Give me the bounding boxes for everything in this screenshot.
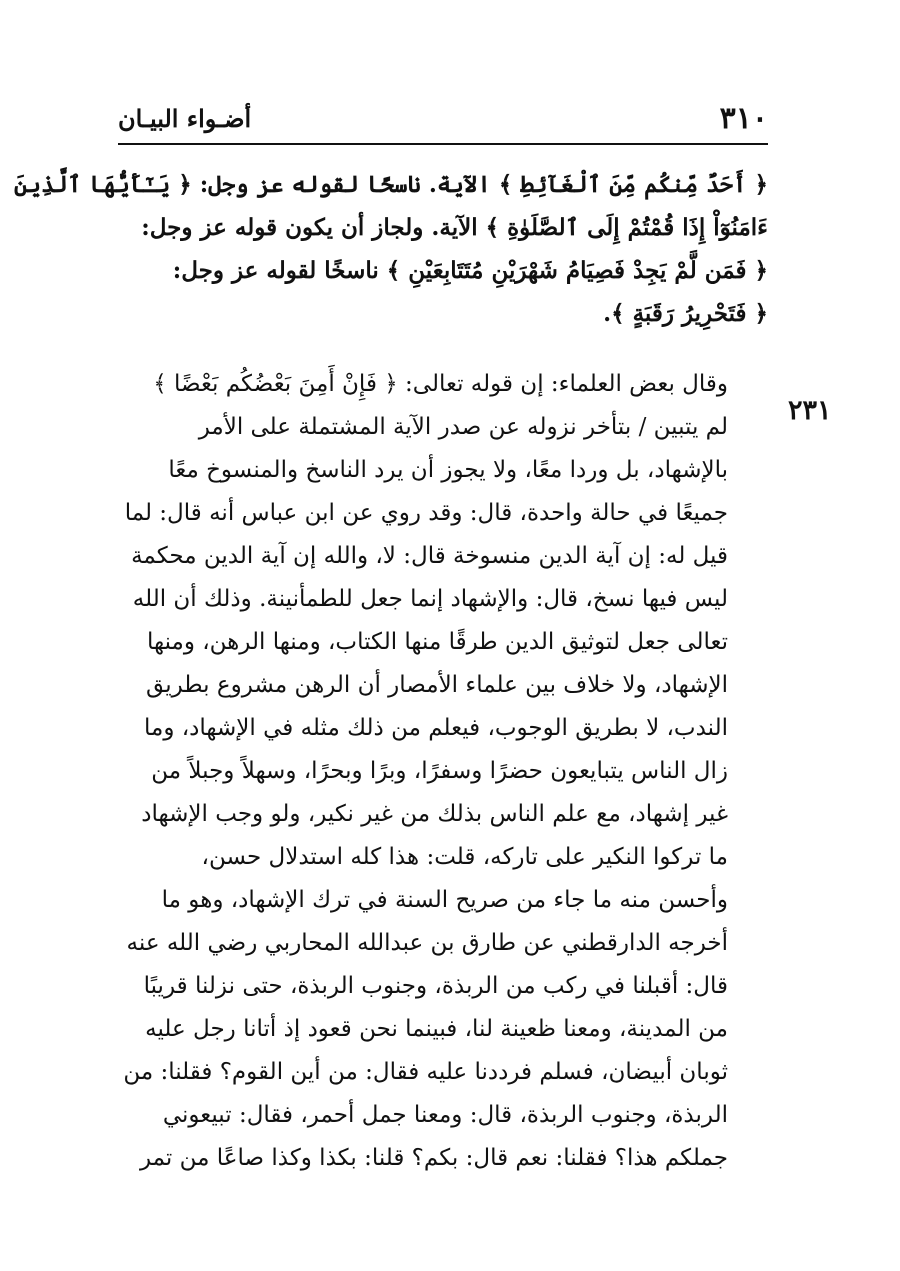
text-line: من المدينة، ومعنا ظعينة لنا، فبينما نحن قعود إذ أتانا رجل عليه <box>145 1016 728 1042</box>
paragraph-quran-citations <box>14 163 768 335</box>
text-line: ﴿ فَتَحْرِيرُ رَقَبَةٍ ﴾. <box>603 300 768 327</box>
text-line: قال: أقبلنا في ركب من الربذة، وجنوب الربذة، حتى نزلنا قريبًا <box>143 973 728 999</box>
text-line: ثوبان أبيضان، فسلم فرددنا عليه فقال: من أين القوم؟ فقلنا: من <box>123 1059 728 1085</box>
text-line: لم يتبين / بتأخر نزوله عن صدر الآية المشتملة على الأمر <box>198 414 728 440</box>
running-title: أضـواء البيـان <box>118 104 252 133</box>
text-line: الندب، لا بطريق الوجوب، فيعلم من ذلك مثله في الإشهاد، وما <box>144 715 728 741</box>
text-line: ﴿ أَحَدٌ مِّنكُم مِّنَ ٱلْغَآئِطِ ﴾ الآية. ناسخًا لقوله عز وجل: ﴿ يَـٰٓأَيُّهَا ٱلَّذِينَ <box>14 171 768 198</box>
text-line: وقال بعض العلماء: إن قوله تعالى: ﴿ فَإِنْ أَمِنَ بَعْضُكُم بَعْضًا ﴾ <box>153 371 728 397</box>
page-number: ٣١٠ <box>719 101 768 136</box>
margin-page-reference: ٢٣١ <box>788 395 832 426</box>
text-line: ليس فيها نسخ، قال: والإشهاد إنما جعل للطمأنينة. وذلك أن الله <box>132 586 728 612</box>
text-line: جملكم هذا؟ فقلنا: نعم قال: بكم؟ قلنا: بكذا وكذا صاعًا من تمر <box>139 1145 728 1171</box>
text-line: الإشهاد، ولا خلاف بين علماء الأمصار أن الرهن مشروع بطريق <box>146 672 728 698</box>
text-line: الربذة، وجنوب الربذة، قال: ومعنا جمل أحمر، فقال: تبيعوني <box>162 1102 728 1128</box>
text-line: تعالى جعل لتوثيق الدين طرقًا منها الكتاب، ومنها الرهن، ومنها <box>146 629 728 655</box>
paragraph-scholars-opinion <box>118 363 768 1180</box>
text-line: ﴿ فَمَن لَّمْ يَجِدْ فَصِيَامُ شَهْرَيْنِ مُتَتَابِعَيْنِ ﴾ ناسخًا لقوله عز وجل: <box>172 257 768 284</box>
text-line: غير إشهاد، مع علم الناس بذلك من غير نكير، ولو وجب الإشهاد <box>141 801 728 827</box>
text-line: زال الناس يتبايعون حضرًا وسفرًا، وبرًا وبحرًا، وسهلاً وجبلاً من <box>151 758 728 784</box>
text-line: قيل له: إن آية الدين منسوخة قال: لا، والله إن آية الدين محكمة <box>131 543 728 569</box>
body-text <box>14 163 768 1180</box>
header-divider <box>118 143 768 145</box>
text-line: أخرجه الدارقطني عن طارق بن عبدالله المحاربي رضي الله عنه <box>126 930 728 956</box>
text-line: ءَامَنُوٓاْ إِذَا قُمْتُمْ إِلَى ٱلصَّلَوٰةِ ﴾ الآية. ولجاز أن يكون قوله عز وجل: <box>141 214 768 241</box>
text-line: بالإشهاد، بل وردا معًا، ولا يجوز أن يرد الناسخ والمنسوخ معًا <box>168 457 728 483</box>
text-line: جميعًا في حالة واحدة، قال: وقد روي عن ابن عباس أنه قال: لما <box>124 500 728 526</box>
text-line: ما تركوا النكير على تاركه، قلت: هذا كله استدلال حسن، <box>201 844 728 870</box>
page-header <box>118 100 768 140</box>
text-line: وأحسن منه ما جاء من صريح السنة في ترك الإشهاد، وهو ما <box>161 887 728 913</box>
